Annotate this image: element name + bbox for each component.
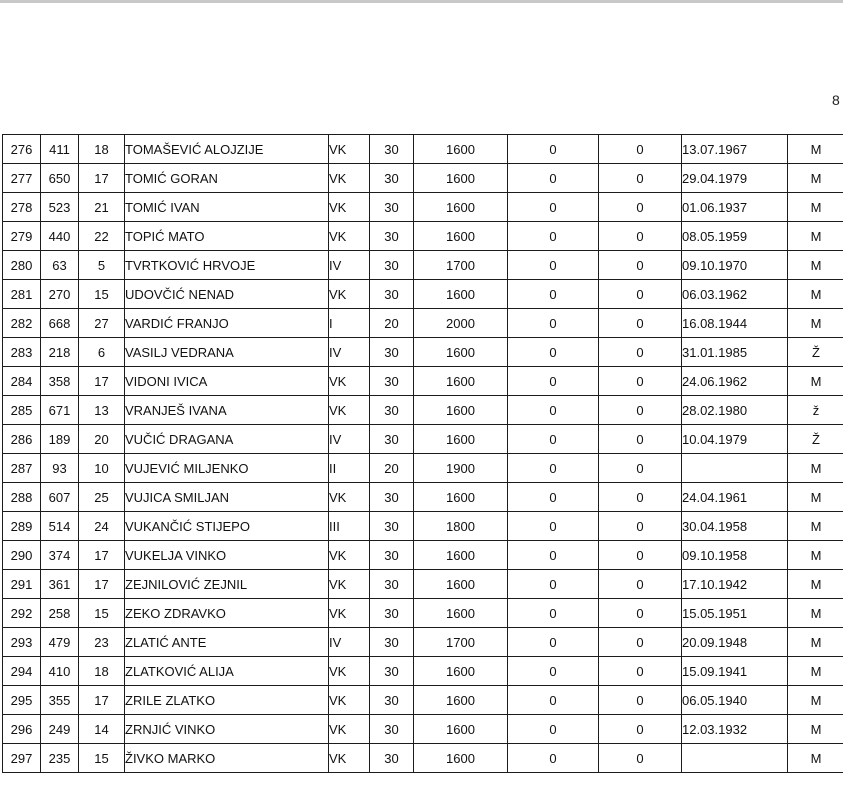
amount-b-cell: 0 <box>599 686 682 715</box>
table-row <box>3 715 843 744</box>
amount-a-cell: 0 <box>508 222 599 251</box>
group-number-cell: 18 <box>79 135 125 164</box>
id-number-cell: 270 <box>41 280 79 309</box>
birth-date-cell: 08.05.1959 <box>682 222 788 251</box>
birth-date-cell: 30.04.1958 <box>682 512 788 541</box>
table-row <box>3 454 843 483</box>
birth-date-cell: 29.04.1979 <box>682 164 788 193</box>
group-number-cell: 17 <box>79 164 125 193</box>
percent-cell: 30 <box>370 715 414 744</box>
group-number-cell: 20 <box>79 425 125 454</box>
row-number-cell: 288 <box>3 483 41 512</box>
table-row <box>3 570 843 599</box>
qualification-cell: IV <box>329 628 370 657</box>
table-row <box>3 135 843 164</box>
amount-a-cell: 0 <box>508 251 599 280</box>
row-number-cell: 277 <box>3 164 41 193</box>
table-row <box>3 164 843 193</box>
full-name-cell: VIDONI IVICA <box>125 367 329 396</box>
gender-cell: M <box>788 483 843 512</box>
amount-b-cell: 0 <box>599 280 682 309</box>
birth-date-cell: 16.08.1944 <box>682 309 788 338</box>
row-number-cell: 279 <box>3 222 41 251</box>
group-number-cell: 21 <box>79 193 125 222</box>
employee-table <box>2 134 843 773</box>
row-number-cell: 276 <box>3 135 41 164</box>
full-name-cell: ZEJNILOVIĆ ZEJNIL <box>125 570 329 599</box>
table-row <box>3 396 843 425</box>
percent-cell: 30 <box>370 280 414 309</box>
percent-cell: 30 <box>370 628 414 657</box>
qualification-cell: VK <box>329 222 370 251</box>
table-row <box>3 251 843 280</box>
base-amount-cell: 1600 <box>414 222 508 251</box>
full-name-cell: TOMIĆ IVAN <box>125 193 329 222</box>
base-amount-cell: 2000 <box>414 309 508 338</box>
gender-cell: M <box>788 657 843 686</box>
row-number-cell: 296 <box>3 715 41 744</box>
table-row <box>3 338 843 367</box>
full-name-cell: VASILJ VEDRANA <box>125 338 329 367</box>
row-number-cell: 297 <box>3 744 41 773</box>
id-number-cell: 514 <box>41 512 79 541</box>
row-number-cell: 287 <box>3 454 41 483</box>
qualification-cell: VK <box>329 686 370 715</box>
table-row <box>3 686 843 715</box>
qualification-cell: VK <box>329 715 370 744</box>
amount-b-cell: 0 <box>599 570 682 599</box>
id-number-cell: 607 <box>41 483 79 512</box>
row-number-cell: 295 <box>3 686 41 715</box>
amount-a-cell: 0 <box>508 599 599 628</box>
id-number-cell: 523 <box>41 193 79 222</box>
base-amount-cell: 1600 <box>414 338 508 367</box>
amount-a-cell: 0 <box>508 193 599 222</box>
base-amount-cell: 1700 <box>414 251 508 280</box>
qualification-cell: VK <box>329 483 370 512</box>
full-name-cell: ZRNJIĆ VINKO <box>125 715 329 744</box>
gender-cell: M <box>788 628 843 657</box>
base-amount-cell: 1600 <box>414 280 508 309</box>
amount-a-cell: 0 <box>508 715 599 744</box>
base-amount-cell: 1700 <box>414 628 508 657</box>
full-name-cell: VRANJEŠ IVANA <box>125 396 329 425</box>
row-number-cell: 280 <box>3 251 41 280</box>
percent-cell: 30 <box>370 164 414 193</box>
gender-cell: M <box>788 599 843 628</box>
amount-b-cell: 0 <box>599 367 682 396</box>
birth-date-cell <box>682 454 788 483</box>
birth-date-cell: 12.03.1932 <box>682 715 788 744</box>
id-number-cell: 479 <box>41 628 79 657</box>
gender-cell: M <box>788 686 843 715</box>
birth-date-cell: 15.09.1941 <box>682 657 788 686</box>
row-number-cell: 289 <box>3 512 41 541</box>
birth-date-cell: 17.10.1942 <box>682 570 788 599</box>
base-amount-cell: 1600 <box>414 135 508 164</box>
group-number-cell: 10 <box>79 454 125 483</box>
id-number-cell: 355 <box>41 686 79 715</box>
row-number-cell: 286 <box>3 425 41 454</box>
amount-b-cell: 0 <box>599 744 682 773</box>
qualification-cell: IV <box>329 251 370 280</box>
qualification-cell: VK <box>329 367 370 396</box>
base-amount-cell: 1900 <box>414 454 508 483</box>
table-row <box>3 367 843 396</box>
base-amount-cell: 1600 <box>414 425 508 454</box>
gender-cell: M <box>788 280 843 309</box>
id-number-cell: 358 <box>41 367 79 396</box>
birth-date-cell: 06.05.1940 <box>682 686 788 715</box>
amount-a-cell: 0 <box>508 541 599 570</box>
gender-cell: M <box>788 309 843 338</box>
percent-cell: 30 <box>370 744 414 773</box>
percent-cell: 30 <box>370 657 414 686</box>
base-amount-cell: 1600 <box>414 744 508 773</box>
id-number-cell: 668 <box>41 309 79 338</box>
percent-cell: 30 <box>370 570 414 599</box>
qualification-cell: VK <box>329 396 370 425</box>
qualification-cell: IV <box>329 425 370 454</box>
percent-cell: 30 <box>370 396 414 425</box>
amount-b-cell: 0 <box>599 338 682 367</box>
percent-cell: 30 <box>370 193 414 222</box>
birth-date-cell: 24.04.1961 <box>682 483 788 512</box>
table-row <box>3 512 843 541</box>
amount-a-cell: 0 <box>508 686 599 715</box>
id-number-cell: 410 <box>41 657 79 686</box>
gender-cell: M <box>788 541 843 570</box>
amount-b-cell: 0 <box>599 425 682 454</box>
amount-b-cell: 0 <box>599 164 682 193</box>
id-number-cell: 249 <box>41 715 79 744</box>
birth-date-cell: 06.03.1962 <box>682 280 788 309</box>
gender-cell: M <box>788 744 843 773</box>
group-number-cell: 15 <box>79 280 125 309</box>
group-number-cell: 17 <box>79 570 125 599</box>
base-amount-cell: 1600 <box>414 396 508 425</box>
base-amount-cell: 1600 <box>414 164 508 193</box>
gender-cell: M <box>788 222 843 251</box>
amount-a-cell: 0 <box>508 135 599 164</box>
group-number-cell: 14 <box>79 715 125 744</box>
table-row <box>3 483 843 512</box>
group-number-cell: 23 <box>79 628 125 657</box>
full-name-cell: VARDIĆ FRANJO <box>125 309 329 338</box>
qualification-cell: VK <box>329 135 370 164</box>
percent-cell: 30 <box>370 483 414 512</box>
birth-date-cell: 15.05.1951 <box>682 599 788 628</box>
group-number-cell: 15 <box>79 744 125 773</box>
full-name-cell: VUKANČIĆ STIJEPO <box>125 512 329 541</box>
table-row <box>3 425 843 454</box>
percent-cell: 30 <box>370 599 414 628</box>
birth-date-cell <box>682 744 788 773</box>
id-number-cell: 218 <box>41 338 79 367</box>
amount-b-cell: 0 <box>599 512 682 541</box>
table-row <box>3 657 843 686</box>
qualification-cell: VK <box>329 657 370 686</box>
gender-cell: M <box>788 512 843 541</box>
scan-top-edge <box>0 0 843 3</box>
percent-cell: 30 <box>370 222 414 251</box>
full-name-cell: VUJEVIĆ MILJENKO <box>125 454 329 483</box>
id-number-cell: 235 <box>41 744 79 773</box>
amount-a-cell: 0 <box>508 280 599 309</box>
table-row <box>3 744 843 773</box>
row-number-cell: 292 <box>3 599 41 628</box>
percent-cell: 30 <box>370 541 414 570</box>
table-row <box>3 541 843 570</box>
amount-b-cell: 0 <box>599 222 682 251</box>
birth-date-cell: 10.04.1979 <box>682 425 788 454</box>
gender-cell: M <box>788 251 843 280</box>
full-name-cell: TVRTKOVIĆ HRVOJE <box>125 251 329 280</box>
amount-b-cell: 0 <box>599 309 682 338</box>
group-number-cell: 15 <box>79 599 125 628</box>
qualification-cell: VK <box>329 164 370 193</box>
full-name-cell: ŽIVKO MARKO <box>125 744 329 773</box>
percent-cell: 30 <box>370 512 414 541</box>
full-name-cell: VUČIĆ DRAGANA <box>125 425 329 454</box>
amount-a-cell: 0 <box>508 512 599 541</box>
qualification-cell: I <box>329 309 370 338</box>
amount-b-cell: 0 <box>599 628 682 657</box>
group-number-cell: 17 <box>79 541 125 570</box>
row-number-cell: 283 <box>3 338 41 367</box>
amount-a-cell: 0 <box>508 570 599 599</box>
id-number-cell: 189 <box>41 425 79 454</box>
group-number-cell: 17 <box>79 686 125 715</box>
row-number-cell: 294 <box>3 657 41 686</box>
birth-date-cell: 20.09.1948 <box>682 628 788 657</box>
row-number-cell: 278 <box>3 193 41 222</box>
row-number-cell: 291 <box>3 570 41 599</box>
amount-b-cell: 0 <box>599 541 682 570</box>
group-number-cell: 6 <box>79 338 125 367</box>
row-number-cell: 285 <box>3 396 41 425</box>
amount-b-cell: 0 <box>599 135 682 164</box>
base-amount-cell: 1600 <box>414 657 508 686</box>
qualification-cell: III <box>329 512 370 541</box>
amount-b-cell: 0 <box>599 193 682 222</box>
amount-a-cell: 0 <box>508 309 599 338</box>
birth-date-cell: 13.07.1967 <box>682 135 788 164</box>
gender-cell: M <box>788 367 843 396</box>
full-name-cell: ZRILE ZLATKO <box>125 686 329 715</box>
full-name-cell: ZEKO ZDRAVKO <box>125 599 329 628</box>
full-name-cell: TOMIĆ GORAN <box>125 164 329 193</box>
amount-a-cell: 0 <box>508 483 599 512</box>
id-number-cell: 411 <box>41 135 79 164</box>
base-amount-cell: 1800 <box>414 512 508 541</box>
percent-cell: 20 <box>370 309 414 338</box>
id-number-cell: 258 <box>41 599 79 628</box>
amount-b-cell: 0 <box>599 396 682 425</box>
qualification-cell: VK <box>329 744 370 773</box>
full-name-cell: VUKELJA VINKO <box>125 541 329 570</box>
id-number-cell: 361 <box>41 570 79 599</box>
table-row <box>3 599 843 628</box>
full-name-cell: ZLATIĆ ANTE <box>125 628 329 657</box>
gender-cell: M <box>788 193 843 222</box>
qualification-cell: VK <box>329 541 370 570</box>
id-number-cell: 671 <box>41 396 79 425</box>
group-number-cell: 22 <box>79 222 125 251</box>
birth-date-cell: 31.01.1985 <box>682 338 788 367</box>
page-number: 8 <box>832 92 840 108</box>
row-number-cell: 293 <box>3 628 41 657</box>
amount-a-cell: 0 <box>508 396 599 425</box>
group-number-cell: 18 <box>79 657 125 686</box>
gender-cell: M <box>788 715 843 744</box>
qualification-cell: IV <box>329 338 370 367</box>
amount-a-cell: 0 <box>508 744 599 773</box>
base-amount-cell: 1600 <box>414 686 508 715</box>
qualification-cell: VK <box>329 280 370 309</box>
row-number-cell: 284 <box>3 367 41 396</box>
percent-cell: 30 <box>370 425 414 454</box>
birth-date-cell: 24.06.1962 <box>682 367 788 396</box>
amount-a-cell: 0 <box>508 367 599 396</box>
group-number-cell: 13 <box>79 396 125 425</box>
gender-cell: M <box>788 454 843 483</box>
gender-cell: Ž <box>788 338 843 367</box>
birth-date-cell: 28.02.1980 <box>682 396 788 425</box>
percent-cell: 30 <box>370 135 414 164</box>
qualification-cell: II <box>329 454 370 483</box>
gender-cell: M <box>788 164 843 193</box>
gender-cell: M <box>788 135 843 164</box>
full-name-cell: UDOVČIĆ NENAD <box>125 280 329 309</box>
qualification-cell: VK <box>329 570 370 599</box>
amount-b-cell: 0 <box>599 454 682 483</box>
full-name-cell: TOPIĆ MATO <box>125 222 329 251</box>
group-number-cell: 5 <box>79 251 125 280</box>
amount-a-cell: 0 <box>508 657 599 686</box>
percent-cell: 30 <box>370 338 414 367</box>
amount-a-cell: 0 <box>508 628 599 657</box>
qualification-cell: VK <box>329 599 370 628</box>
birth-date-cell: 09.10.1970 <box>682 251 788 280</box>
group-number-cell: 25 <box>79 483 125 512</box>
group-number-cell: 24 <box>79 512 125 541</box>
table-row <box>3 628 843 657</box>
row-number-cell: 290 <box>3 541 41 570</box>
full-name-cell: ZLATKOVIĆ ALIJA <box>125 657 329 686</box>
base-amount-cell: 1600 <box>414 367 508 396</box>
qualification-cell: VK <box>329 193 370 222</box>
id-number-cell: 374 <box>41 541 79 570</box>
amount-b-cell: 0 <box>599 657 682 686</box>
table-row <box>3 193 843 222</box>
amount-a-cell: 0 <box>508 454 599 483</box>
amount-a-cell: 0 <box>508 338 599 367</box>
birth-date-cell: 09.10.1958 <box>682 541 788 570</box>
percent-cell: 30 <box>370 367 414 396</box>
percent-cell: 30 <box>370 251 414 280</box>
amount-a-cell: 0 <box>508 425 599 454</box>
birth-date-cell: 01.06.1937 <box>682 193 788 222</box>
amount-b-cell: 0 <box>599 251 682 280</box>
amount-b-cell: 0 <box>599 715 682 744</box>
percent-cell: 20 <box>370 454 414 483</box>
group-number-cell: 17 <box>79 367 125 396</box>
gender-cell: M <box>788 570 843 599</box>
base-amount-cell: 1600 <box>414 483 508 512</box>
amount-b-cell: 0 <box>599 483 682 512</box>
base-amount-cell: 1600 <box>414 193 508 222</box>
base-amount-cell: 1600 <box>414 715 508 744</box>
id-number-cell: 93 <box>41 454 79 483</box>
id-number-cell: 63 <box>41 251 79 280</box>
base-amount-cell: 1600 <box>414 599 508 628</box>
amount-a-cell: 0 <box>508 164 599 193</box>
table-row <box>3 222 843 251</box>
row-number-cell: 281 <box>3 280 41 309</box>
base-amount-cell: 1600 <box>414 570 508 599</box>
table-row <box>3 280 843 309</box>
table-row <box>3 309 843 338</box>
gender-cell: Ž <box>788 425 843 454</box>
base-amount-cell: 1600 <box>414 541 508 570</box>
id-number-cell: 650 <box>41 164 79 193</box>
id-number-cell: 440 <box>41 222 79 251</box>
gender-cell: ž <box>788 396 843 425</box>
group-number-cell: 27 <box>79 309 125 338</box>
amount-b-cell: 0 <box>599 599 682 628</box>
full-name-cell: TOMAŠEVIĆ ALOJZIJE <box>125 135 329 164</box>
row-number-cell: 282 <box>3 309 41 338</box>
full-name-cell: VUJICA SMILJAN <box>125 483 329 512</box>
percent-cell: 30 <box>370 686 414 715</box>
